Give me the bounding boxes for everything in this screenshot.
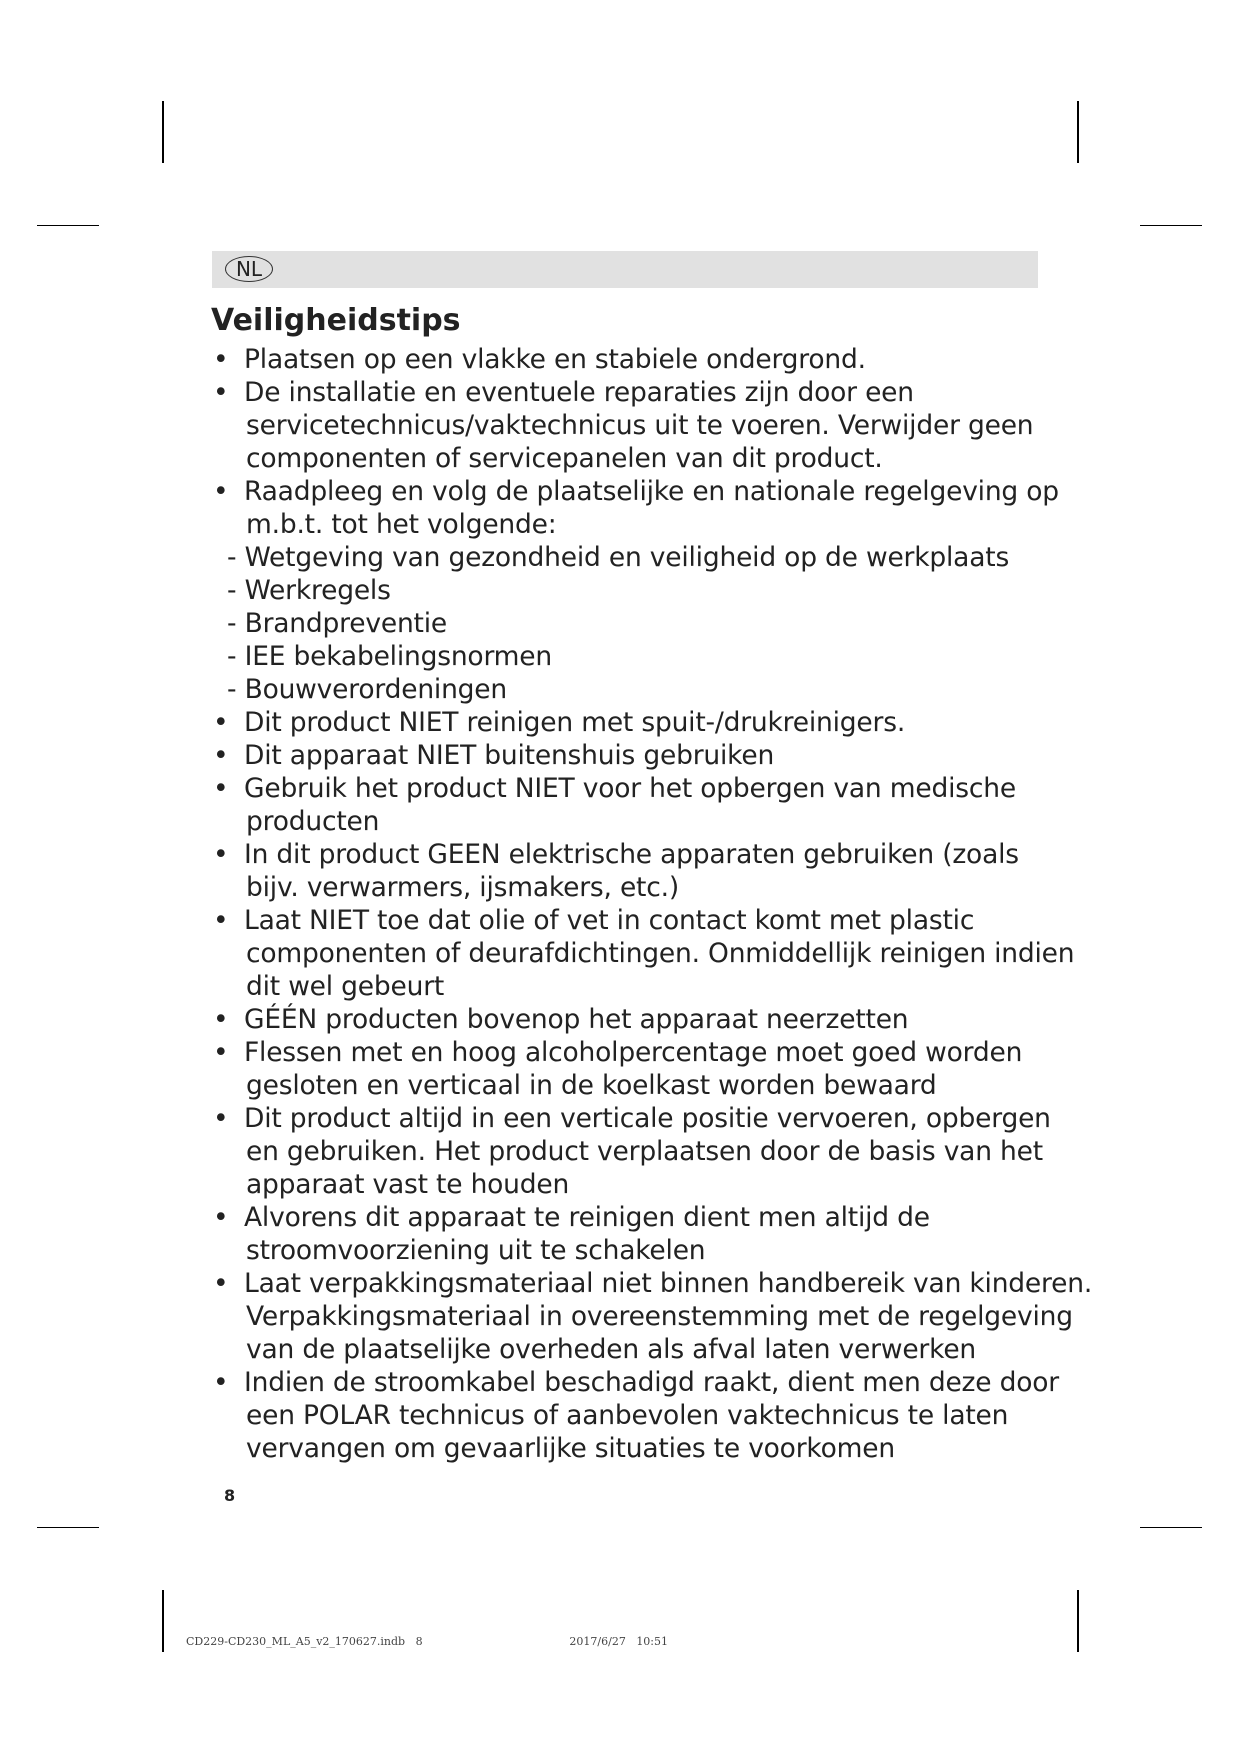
safety-tip xyxy=(211,343,1051,376)
print-footer: CD229-CD230_ML_A5_v2_170627.indb 8 2017/6/27 10:51 xyxy=(186,1635,669,1648)
safety-tip xyxy=(211,1201,1051,1267)
safety-tip-line: Alvorens dit apparaat te reinigen dient men altijd de xyxy=(244,1202,930,1233)
crop-mark-top-left xyxy=(162,101,164,163)
safety-tip-line: Dit product NIET reinigen met spuit-/drukreinigers. xyxy=(244,707,906,738)
safety-tip-line: stroomvoorziening uit te schakelen xyxy=(246,1235,706,1266)
section-title: Veiligheidstips xyxy=(211,303,461,338)
safety-tip-line: componenten of servicepanelen van dit product. xyxy=(246,443,883,474)
safety-tip-line: bijv. verwarmers, ijsmakers, etc.) xyxy=(246,872,679,903)
safety-tips-list xyxy=(211,343,1093,1465)
safety-tip-line: Gebruik het product NIET voor het opbergen van medische xyxy=(244,773,1016,804)
safety-tip-line: Indien de stroomkabel beschadigd raakt, dient men deze door xyxy=(244,1367,1059,1398)
safety-tip-line: en gebruiken. Het product verplaatsen door de basis van het xyxy=(246,1136,1043,1167)
safety-tip-subitem: - Bouwverordeningen xyxy=(227,674,507,705)
safety-tip-line: vervangen om gevaarlijke situaties te voorkomen xyxy=(246,1433,895,1464)
crop-mark-right-lower xyxy=(1140,1527,1202,1528)
safety-tip xyxy=(211,904,1075,1003)
bullet-icon: • xyxy=(213,773,229,804)
safety-tip xyxy=(211,1366,1059,1465)
bullet-icon: • xyxy=(213,1268,229,1299)
safety-tip xyxy=(211,1003,1051,1036)
crop-mark-left-lower xyxy=(37,1527,99,1528)
crop-mark-left-upper xyxy=(37,225,99,226)
safety-tip-line: Verpakkingsmateriaal in overeenstemming met de regelgeving xyxy=(246,1301,1073,1332)
safety-tip-line: m.b.t. tot het volgende: xyxy=(246,509,557,540)
language-badge: NL xyxy=(225,256,273,282)
safety-tip-subitem: - Brandpreventie xyxy=(227,608,447,639)
safety-tip-line: Raadpleeg en volg de plaatselijke en nationale regelgeving op xyxy=(244,476,1059,507)
safety-tip xyxy=(211,1102,1051,1201)
safety-tip-subitem: - IEE bekabelingsnormen xyxy=(227,641,552,672)
safety-tip xyxy=(211,475,1059,541)
bullet-icon: • xyxy=(213,1004,229,1035)
crop-mark-bottom-right xyxy=(1077,1590,1079,1652)
safety-tip-line: GÉÉN producten bovenop het apparaat neerzetten xyxy=(244,1004,909,1035)
safety-tip-line: componenten of deurafdichtingen. Onmiddellijk reinigen indien xyxy=(246,938,1075,969)
bullet-icon: • xyxy=(213,377,229,408)
bullet-icon: • xyxy=(213,707,229,738)
crop-mark-bottom-left xyxy=(162,1590,164,1652)
safety-tip-line: Dit product altijd in een verticale positie vervoeren, opbergen xyxy=(244,1103,1051,1134)
safety-tip-line: gesloten en verticaal in de koelkast worden bewaard xyxy=(246,1070,937,1101)
bullet-icon: • xyxy=(213,344,229,375)
safety-tip-line: dit wel gebeurt xyxy=(246,971,445,1002)
safety-tip-line: Laat verpakkingsmateriaal niet binnen handbereik van kinderen. xyxy=(244,1268,1093,1299)
bullet-icon: • xyxy=(213,1103,229,1134)
safety-tip xyxy=(211,706,1051,739)
crop-mark-right-upper xyxy=(1140,225,1202,226)
safety-tip-line: een POLAR technicus of aanbevolen vaktechnicus te laten xyxy=(246,1400,1009,1431)
safety-tip xyxy=(211,772,1051,838)
safety-tip xyxy=(211,1036,1051,1102)
bullet-icon: • xyxy=(213,1037,229,1068)
bullet-icon: • xyxy=(213,1367,229,1398)
safety-tip-line: servicetechnicus/vaktechnicus uit te voeren. Verwijder geen xyxy=(246,410,1034,441)
safety-tip-subitem: - Werkregels xyxy=(227,575,391,606)
safety-tip-line: Plaatsen op een vlakke en stabiele ondergrond. xyxy=(244,344,866,375)
language-header-bar xyxy=(212,251,1038,288)
bullet-icon: • xyxy=(213,740,229,771)
safety-tip-line: Flessen met en hoog alcoholpercentage moet goed worden xyxy=(244,1037,1023,1068)
safety-tip-line: producten xyxy=(246,806,380,837)
bullet-icon: • xyxy=(213,476,229,507)
safety-tip-subitem: - Wetgeving van gezondheid en veiligheid op de werkplaats xyxy=(227,542,1010,573)
bullet-icon: • xyxy=(213,1202,229,1233)
safety-tip-line: van de plaatselijke overheden als afval laten verwerken xyxy=(246,1334,977,1365)
safety-tip-line: Laat NIET toe dat olie of vet in contact komt met plastic xyxy=(244,905,975,936)
safety-tip-line: apparaat vast te houden xyxy=(246,1169,570,1200)
safety-tip-line: De installatie en eventuele reparaties zijn door een xyxy=(244,377,914,408)
crop-mark-top-right xyxy=(1077,101,1079,163)
safety-tip xyxy=(211,838,1051,904)
safety-tip xyxy=(211,739,1051,772)
safety-tip-line: In dit product GEEN elektrische apparaten gebruiken (zoals xyxy=(244,839,1019,870)
safety-tip-line: Dit apparaat NIET buitenshuis gebruiken xyxy=(244,740,775,771)
bullet-icon: • xyxy=(213,839,229,870)
bullet-icon: • xyxy=(213,905,229,936)
page-number: 8 xyxy=(224,1486,236,1505)
safety-tip xyxy=(211,1267,1093,1366)
safety-tip xyxy=(211,376,1051,475)
